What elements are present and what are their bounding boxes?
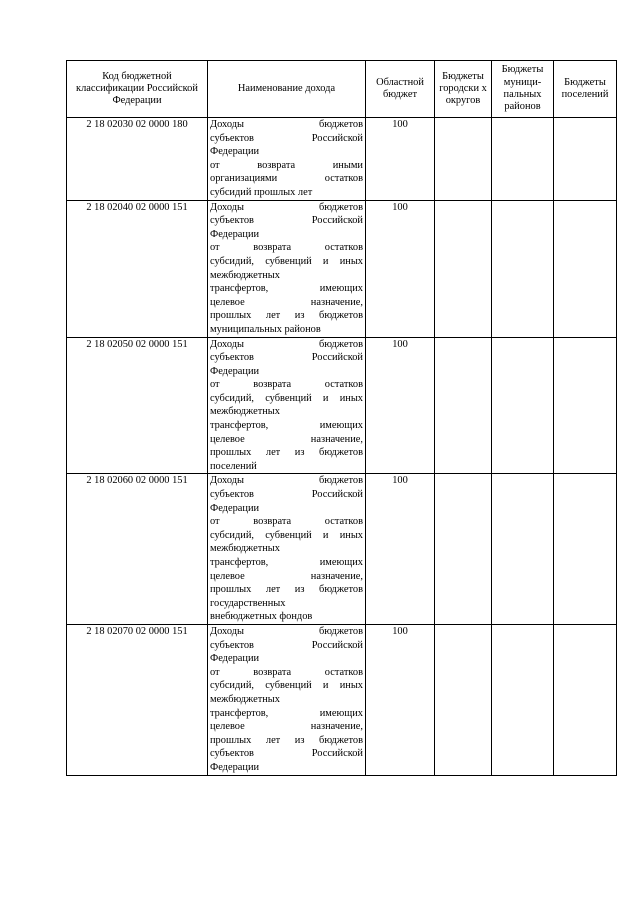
income-name-line: субъектов Российской — [210, 132, 363, 144]
income-name-line: субсидий, субвенций и иных — [210, 255, 363, 267]
income-name-line: межбюджетных — [210, 543, 280, 555]
income-name-line: Федерации — [210, 653, 260, 665]
header-settlement: Бюджеты поселений — [554, 61, 617, 118]
income-name-line: целевое назначение, — [210, 433, 363, 445]
income-name-line: прошлых лет из бюджетов — [210, 584, 363, 596]
income-name-line: субсидий прошлых лет — [210, 186, 313, 198]
cell-municipal-share — [492, 118, 554, 201]
table-row — [67, 337, 617, 474]
income-name-line: от возврата остатков — [210, 379, 363, 391]
cell-municipal-share — [492, 337, 554, 474]
income-name-line: субъектов Российской — [210, 748, 363, 760]
income-name-line: от возврата остатков — [210, 516, 363, 528]
table-row — [67, 474, 617, 625]
income-name-line: от возврата остатков — [210, 666, 363, 678]
cell-municipal-share — [492, 200, 554, 337]
income-name-line: Доходы бюджетов — [210, 625, 363, 637]
income-name-line: прошлых лет из бюджетов — [210, 310, 363, 322]
cell-code: 2 18 02060 02 0000 151 — [67, 474, 208, 625]
cell-settlement-share — [554, 337, 617, 474]
income-name-line: от возврата остатков — [210, 242, 363, 254]
cell-regional-share: 100 — [366, 200, 435, 337]
income-name-line: Доходы бюджетов — [210, 201, 363, 213]
table-row — [67, 118, 617, 201]
cell-regional-share: 100 — [366, 118, 435, 201]
income-name-line: трансфертов, имеющих — [210, 557, 363, 568]
cell-city-share — [435, 337, 492, 474]
cell-income-name — [208, 118, 366, 201]
income-name-line: целевое назначение, — [210, 570, 363, 582]
income-name-line: Федерации — [210, 228, 260, 240]
cell-settlement-share — [554, 624, 617, 775]
income-name-line: целевое назначение, — [210, 296, 363, 308]
table-row — [67, 624, 617, 775]
income-name-line: субъектов Российской — [210, 215, 363, 227]
cell-settlement-share — [554, 200, 617, 337]
income-name-line: прошлых лет из бюджетов — [210, 734, 363, 746]
cell-regional-share: 100 — [366, 624, 435, 775]
income-name-line: поселений — [210, 460, 257, 472]
income-name-line: от возврата иными — [210, 159, 363, 171]
header-regional: Областной бюджет — [366, 61, 435, 118]
income-name-line: субсидий, субвенций и иных — [210, 680, 363, 692]
income-name-line: трансфертов, имеющих — [210, 707, 363, 719]
header-city: Бюджеты городски х округов — [435, 61, 492, 118]
cell-municipal-share — [492, 624, 554, 775]
cell-code: 2 18 02050 02 0000 151 — [67, 337, 208, 474]
cell-city-share — [435, 118, 492, 201]
income-name-line: межбюджетных — [210, 269, 280, 281]
cell-code: 2 18 02040 02 0000 151 — [67, 200, 208, 337]
income-name-line: Федерации — [210, 502, 260, 514]
income-name-line: межбюджетных — [210, 406, 280, 418]
header-name: Наименование дохода — [208, 61, 366, 118]
income-name-line: Доходы бюджетов — [210, 338, 363, 350]
income-name-line: Доходы бюджетов — [210, 119, 363, 130]
income-name-line: трансфертов, имеющих — [210, 420, 363, 432]
cell-settlement-share — [554, 474, 617, 625]
income-name-line: субъектов Российской — [210, 352, 363, 364]
income-name-line: прошлых лет из бюджетов — [210, 447, 363, 459]
cell-income-name — [208, 624, 366, 775]
income-name-line: Федерации — [210, 146, 260, 158]
income-name-line: Федерации — [210, 761, 260, 773]
cell-city-share — [435, 624, 492, 775]
cell-city-share — [435, 474, 492, 625]
cell-municipal-share — [492, 474, 554, 625]
header-municipal: Бюджеты муници- пальных районов — [492, 61, 554, 118]
cell-regional-share: 100 — [366, 474, 435, 625]
income-name-line: субсидий, субвенций и иных — [210, 529, 363, 541]
cell-city-share — [435, 200, 492, 337]
income-name-line: субъектов Российской — [210, 639, 363, 651]
income-name-line: субъектов Российской — [210, 489, 363, 501]
cell-settlement-share — [554, 118, 617, 201]
cell-income-name — [208, 474, 366, 625]
table-row — [67, 200, 617, 337]
income-name-line: государственных — [210, 597, 286, 609]
income-name-line: межбюджетных — [210, 693, 280, 705]
cell-income-name — [208, 337, 366, 474]
cell-code: 2 18 02030 02 0000 180 — [67, 118, 208, 201]
income-name-line: муниципальных районов — [210, 323, 321, 335]
income-name-line: целевое назначение, — [210, 721, 363, 733]
cell-regional-share: 100 — [366, 337, 435, 474]
income-name-line: внебюджетных фондов — [210, 611, 313, 623]
income-name-line: Федерации — [210, 365, 260, 377]
cell-code: 2 18 02070 02 0000 151 — [67, 624, 208, 775]
table-header-row — [67, 61, 617, 118]
income-name-line: трансфертов, имеющих — [210, 283, 363, 295]
cell-income-name — [208, 200, 366, 337]
header-code: Код бюджетной классификации Российской Федерации — [67, 61, 208, 118]
income-name-line: субсидий, субвенций и иных — [210, 392, 363, 404]
income-name-line: организациями остатков — [210, 173, 363, 185]
income-name-line: Доходы бюджетов — [210, 475, 363, 487]
budget-classification-table — [66, 60, 617, 776]
